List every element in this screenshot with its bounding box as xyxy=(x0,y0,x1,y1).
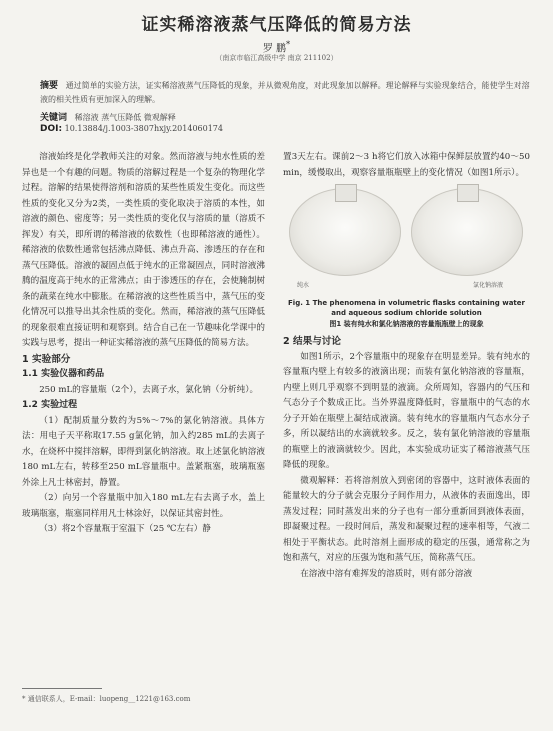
keywords xyxy=(40,110,530,123)
figure-caption-en: Fig. 1 The phenomena in volumetric flasks containing water and aqueous sodium chloride solution xyxy=(288,299,525,317)
subsection-heading-1-2: 1.2 实验过程 xyxy=(22,400,78,410)
figure-label-nacl: 氯化钠溶液 xyxy=(473,282,504,289)
subsection-heading-1-1: 1.1 实验仪器和药品 xyxy=(22,369,105,379)
right-column-top xyxy=(283,150,530,181)
keywords-text: 稀溶液 蒸气压降低 微观解释 xyxy=(74,113,176,122)
figure-label-water: 纯水 xyxy=(297,282,310,289)
left-column xyxy=(22,150,265,538)
flask-nacl-photo xyxy=(411,188,523,276)
figure-caption-cn: 图1 装有纯水和氯化钠溶液的容量瓶瓶壁上的现象 xyxy=(329,320,484,328)
author-name: 罗 鹏 xyxy=(262,43,286,55)
keywords-label: 关键词 xyxy=(40,113,68,123)
step2-paragraph: （2）向另一个容量瓶中加入180 mL左右去离子水，盖上玻璃瓶塞，瓶塞同样用凡士林涂好，以保证其密封性。 xyxy=(22,493,265,519)
last-paragraph: 在溶液中溶有难挥发的溶质时，则有部分溶液 xyxy=(300,568,473,579)
continued-paragraph: 置3天左右。课前2～3 h将它们放入冰箱中保鲜层放置约40～50 min，缓慢取出，观察容量瓶瓶壁上的变化情况（如图1所示）。 xyxy=(283,152,530,178)
footnote-rule xyxy=(22,688,102,689)
footnote: * 通信联系人，E-mail：luopeng__1221@163.com xyxy=(22,695,191,703)
micro-explanation-paragraph: 微观解释：若将溶剂放入到密闭的容器中，这时液体表面的能量较大的分子就会克服分子间作用力，从液体的表面逸出，即蒸发过程；同时蒸发出来的分子也有一部分重新回到液体表面，即凝聚过程。一段时间后，蒸发和凝聚过程的速率相等，气液二相处于平衡状态。此时溶剂上面形成的稳定的压强，通常称之为饱和蒸气，对应的压强为饱和蒸气压，简称蒸气压。 xyxy=(283,475,530,563)
doi-text: 10.13884/j.1003-3807hxjy.2014060174 xyxy=(64,124,223,133)
abstract-text: 通过简单的实验方法，证实稀溶液蒸气压降低的现象，并从微观角度，对此现象加以解释。理论解释与实验现象结合，能使学生对溶液的相关性质有更加深入的理解。 xyxy=(40,81,530,104)
intro-paragraph: 溶液始终是化学教师关注的对象。然而溶液与纯水性质的差异也是一个有趣的问题。物质的溶解过程是一个复杂的物理化学过程。溶解的结果使得溶剂和溶质的某些性质发生变化。而这些性质的变化又分为2类，一类性质的变化取决于溶质的本性，如溶液的颜色、密度等；另一类性质的变化仅与溶质的量（溶质不挥发）有关，即所谓的稀溶液的依数性（也即稀溶液的通性）。稀溶液的依数性通常包括沸点降低、沸点升高、渗透压的存在和蒸气压降低。溶液的凝固点低于纯水的正常凝固点，同时溶液沸腾的温度高于纯水的正常沸点；由于渗透压的存在，会使腌制树条的蔬菜在纯水中膨胀。在稀溶液的这些性质当中，蒸气压的变化情况可以推导出其余性质的变化。然而，稀溶液的蒸气压降低的现象很难直接证明和观察到。结合自己在一节趣味化学课中的实践与思考，提出一种证实稀溶液的蒸气压降低的简易方法。 xyxy=(22,152,265,348)
abstract xyxy=(40,79,530,107)
step1-paragraph: （1）配制质量分数约为5%～7%的氯化钠溶液。具体方法：用电子天平称取17.55 g氯化钠，加入约285 mL的去离子水，在烧杯中搅拌溶解，即得到氯化钠溶液。取上述氯化钠溶液180 mL左右，转移至250 mL容量瓶中。盖紧瓶塞，玻璃瓶塞外涂上凡士林密封，静置。 xyxy=(22,415,265,488)
result-paragraph: 如图1所示，2个容量瓶中的现象存在明显差异。装有纯水的容量瓶内壁上有较多的液滴出现；而装有氯化钠溶液的容量瓶，内壁上则几乎观察不到明显的液滴。众所周知，容器内的气压和气态分子个数成正比。当外界温度降低时，容量瓶中的气态的水分子开始在瓶壁上凝结成液滴。装有纯水的容量瓶内气态水分子多，所以凝结出的水滴就较多。反之，装有氯化钠溶液的容量瓶的瓶壁上的液滴就较少。因此，本实验成功证实了稀溶液蒸气压降低的现象。 xyxy=(283,351,530,470)
materials-paragraph: 250 mL的容量瓶（2个），去离子水，氯化钠（分析纯）。 xyxy=(39,384,259,395)
doi-label: DOI: xyxy=(40,124,63,134)
abstract-label: 摘要 xyxy=(40,81,59,91)
step3-paragraph: （3）将2个容量瓶于室温下（25 ℃左右）静 xyxy=(39,524,211,534)
figure-1 xyxy=(283,184,530,294)
author-mark: * xyxy=(286,39,291,49)
doi-line xyxy=(40,124,530,134)
right-column-bottom xyxy=(283,334,530,582)
author-affiliation: （南京市临江高级中学 南京 211102） xyxy=(215,54,338,62)
section-heading-2: 2 结果与讨论 xyxy=(283,336,341,347)
flask-water-photo xyxy=(289,188,401,276)
paper-title: 证实稀溶液蒸气压降低的简易方法 xyxy=(141,15,412,35)
section-heading-1: 1 实验部分 xyxy=(22,353,71,365)
